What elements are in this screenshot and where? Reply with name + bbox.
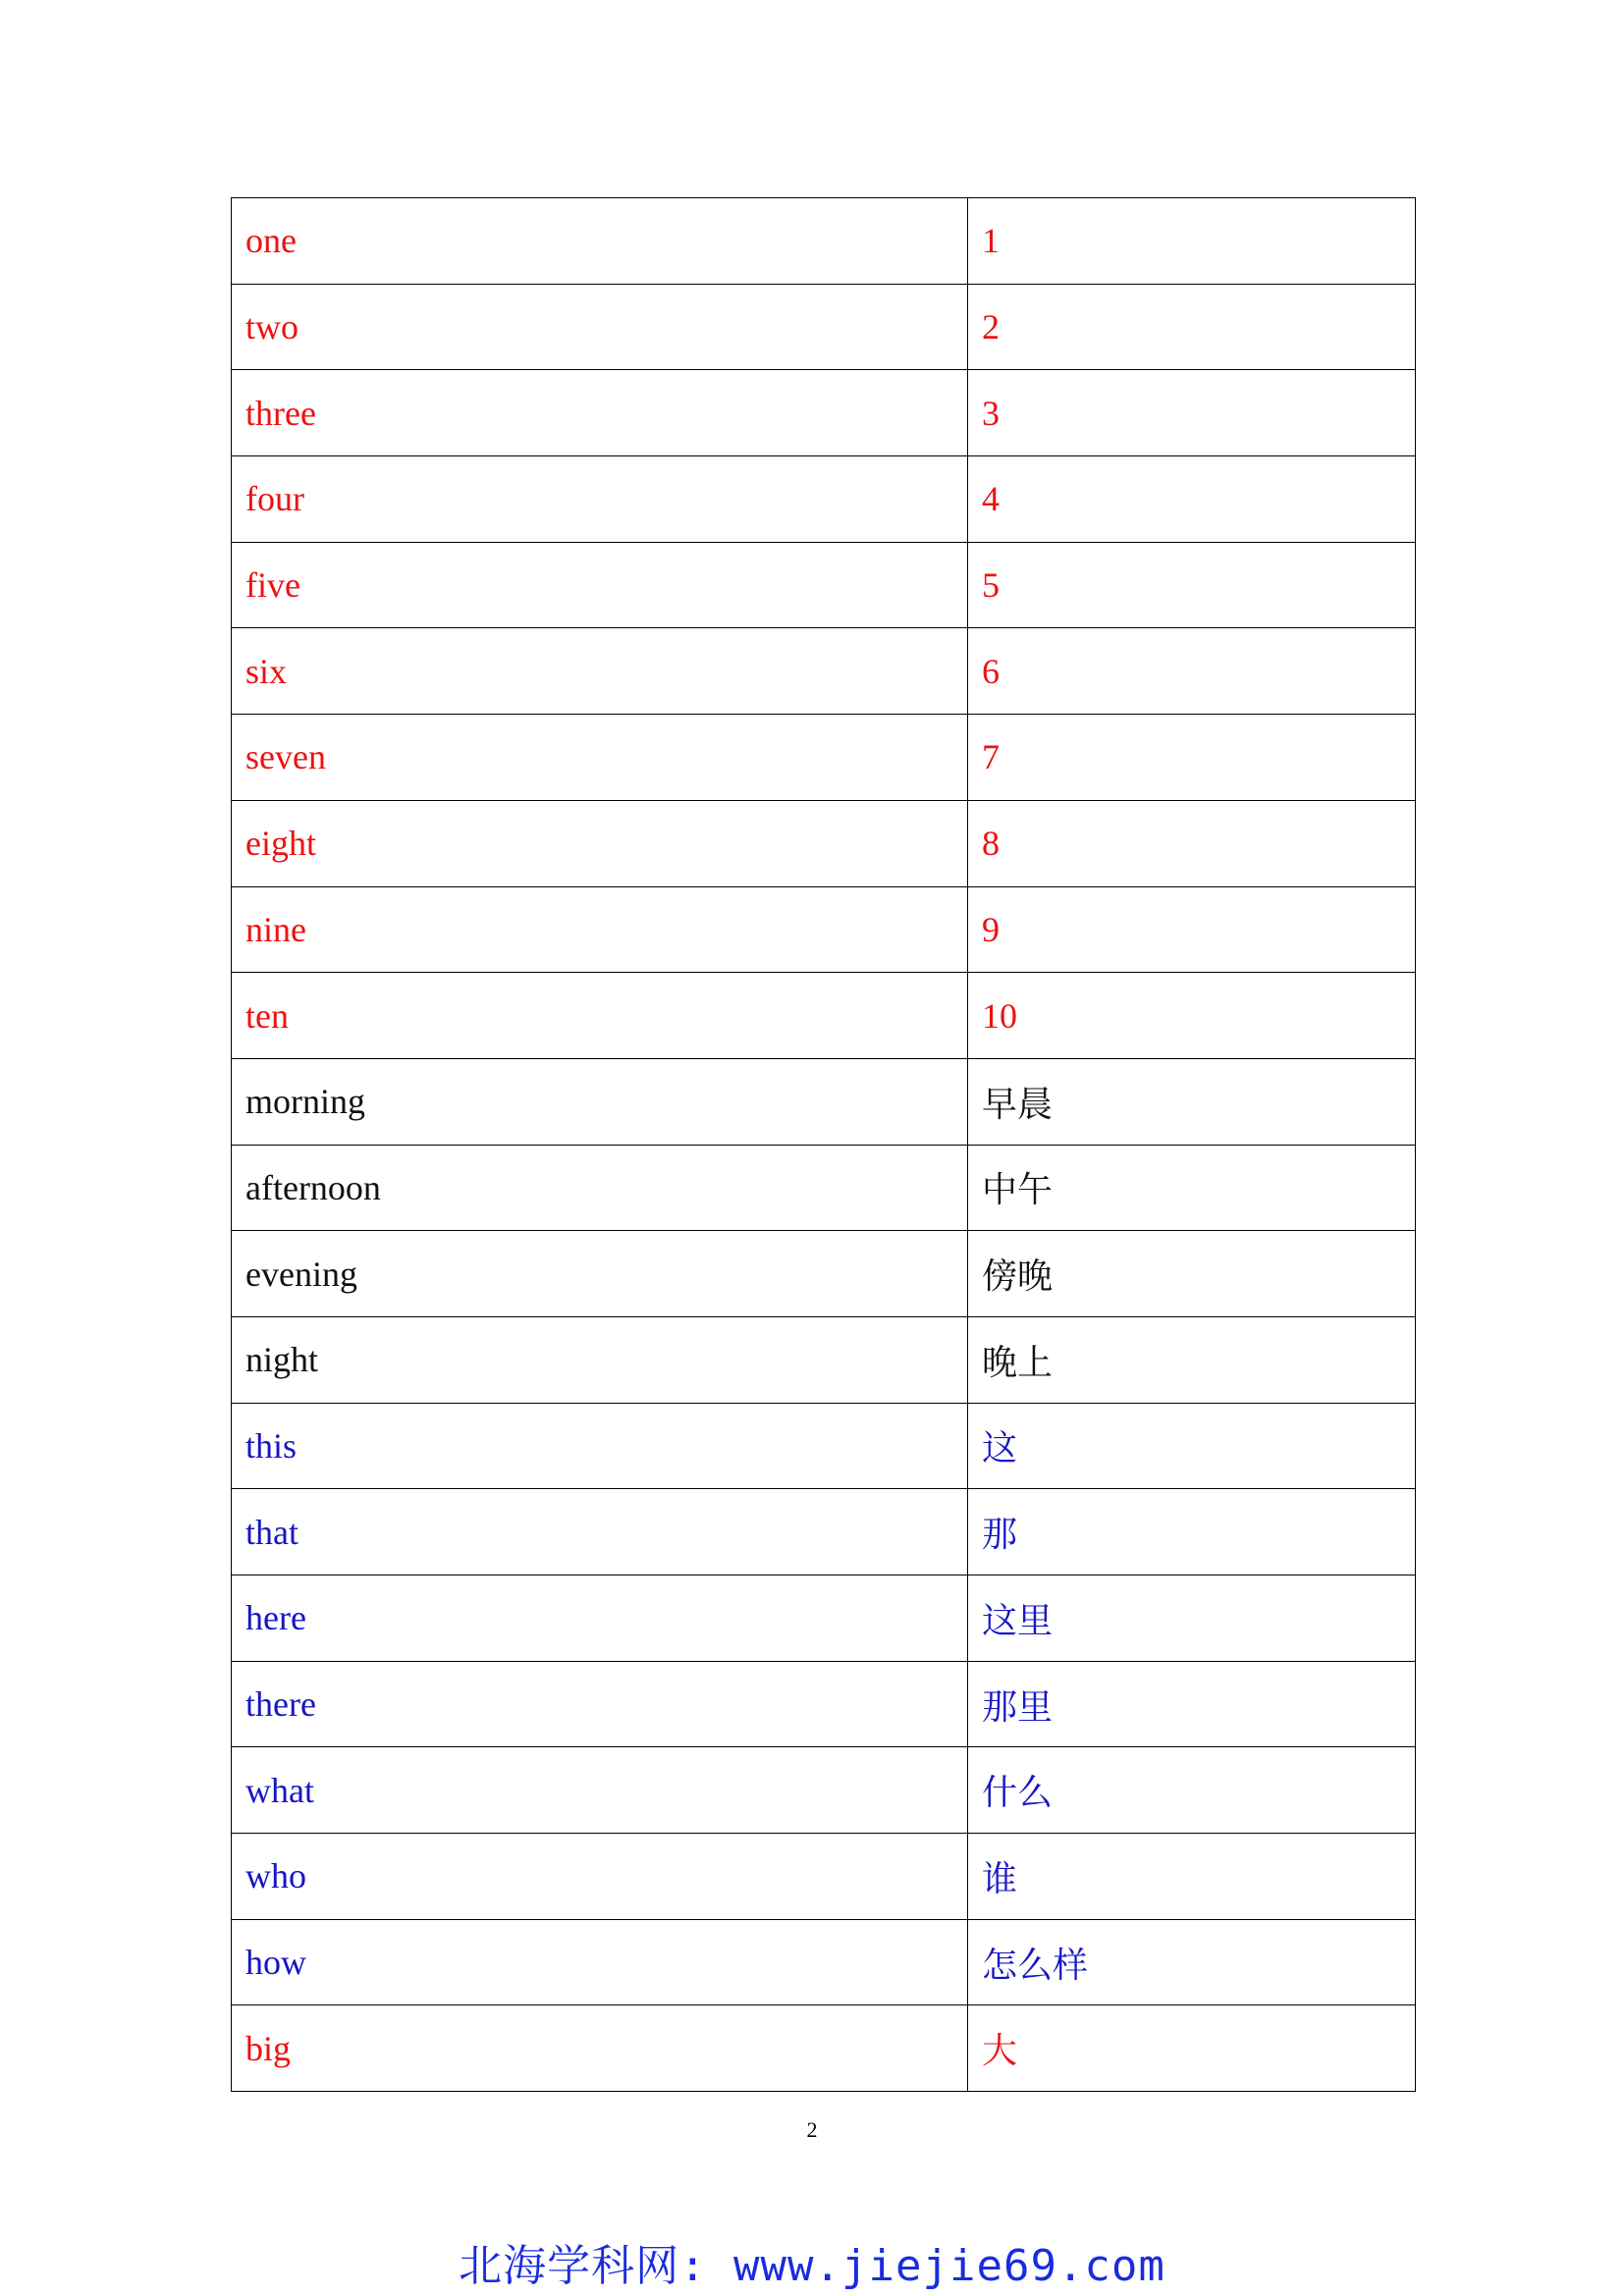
translation: 1 <box>968 198 1416 285</box>
vocabulary-table <box>231 197 1416 2092</box>
translation: 谁 <box>968 1834 1416 1920</box>
english-word: morning <box>232 1058 968 1145</box>
translation: 3 <box>968 370 1416 456</box>
translation: 那 <box>968 1489 1416 1575</box>
translation: 大 <box>968 2005 1416 2092</box>
vocab-row <box>232 284 1416 370</box>
translation: 这 <box>968 1403 1416 1489</box>
english-word: one <box>232 198 968 285</box>
vocab-row <box>232 1316 1416 1403</box>
vocab-row <box>232 1058 1416 1145</box>
translation: 早晨 <box>968 1058 1416 1145</box>
vocab-row <box>232 198 1416 285</box>
english-word: seven <box>232 715 968 801</box>
vocab-row <box>232 2005 1416 2092</box>
translation: 中午 <box>968 1145 1416 1231</box>
vocab-row <box>232 1145 1416 1231</box>
english-word: how <box>232 1919 968 2005</box>
translation: 4 <box>968 456 1416 543</box>
english-word: what <box>232 1747 968 1834</box>
vocab-row <box>232 886 1416 973</box>
english-word: four <box>232 456 968 543</box>
translation: 那里 <box>968 1661 1416 1747</box>
vocab-row <box>232 715 1416 801</box>
vocab-row <box>232 628 1416 715</box>
english-word: ten <box>232 973 968 1059</box>
vocab-row <box>232 1919 1416 2005</box>
vocab-row <box>232 542 1416 628</box>
english-word: afternoon <box>232 1145 968 1231</box>
translation: 5 <box>968 542 1416 628</box>
english-word: nine <box>232 886 968 973</box>
english-word: two <box>232 284 968 370</box>
translation: 这里 <box>968 1575 1416 1662</box>
translation: 6 <box>968 628 1416 715</box>
vocab-row <box>232 1575 1416 1662</box>
vocab-row <box>232 1661 1416 1747</box>
vocab-row <box>232 800 1416 886</box>
translation: 10 <box>968 973 1416 1059</box>
translation: 2 <box>968 284 1416 370</box>
english-word: who <box>232 1834 968 1920</box>
translation: 晚上 <box>968 1316 1416 1403</box>
vocab-row <box>232 1403 1416 1489</box>
english-word: three <box>232 370 968 456</box>
vocab-row <box>232 456 1416 543</box>
vocab-row <box>232 370 1416 456</box>
vocab-row <box>232 1834 1416 1920</box>
vocab-row <box>232 1231 1416 1317</box>
translation: 8 <box>968 800 1416 886</box>
translation: 9 <box>968 886 1416 973</box>
english-word: five <box>232 542 968 628</box>
english-word: here <box>232 1575 968 1662</box>
translation: 7 <box>968 715 1416 801</box>
translation: 傍晚 <box>968 1231 1416 1317</box>
vocab-row <box>232 1747 1416 1834</box>
translation: 怎么样 <box>968 1919 1416 2005</box>
english-word: six <box>232 628 968 715</box>
vocab-row <box>232 1489 1416 1575</box>
english-word: eight <box>232 800 968 886</box>
page-number: 2 <box>806 2117 818 2142</box>
vocab-row <box>232 973 1416 1059</box>
vocabulary-table-body <box>232 198 1416 2092</box>
english-word: big <box>232 2005 968 2092</box>
english-word: this <box>232 1403 968 1489</box>
translation: 什么 <box>968 1747 1416 1834</box>
english-word: that <box>232 1489 968 1575</box>
english-word: night <box>232 1316 968 1403</box>
footer-watermark: 北海学科网: www.jiejie69.com <box>459 2241 1165 2291</box>
english-word: evening <box>232 1231 968 1317</box>
english-word: there <box>232 1661 968 1747</box>
